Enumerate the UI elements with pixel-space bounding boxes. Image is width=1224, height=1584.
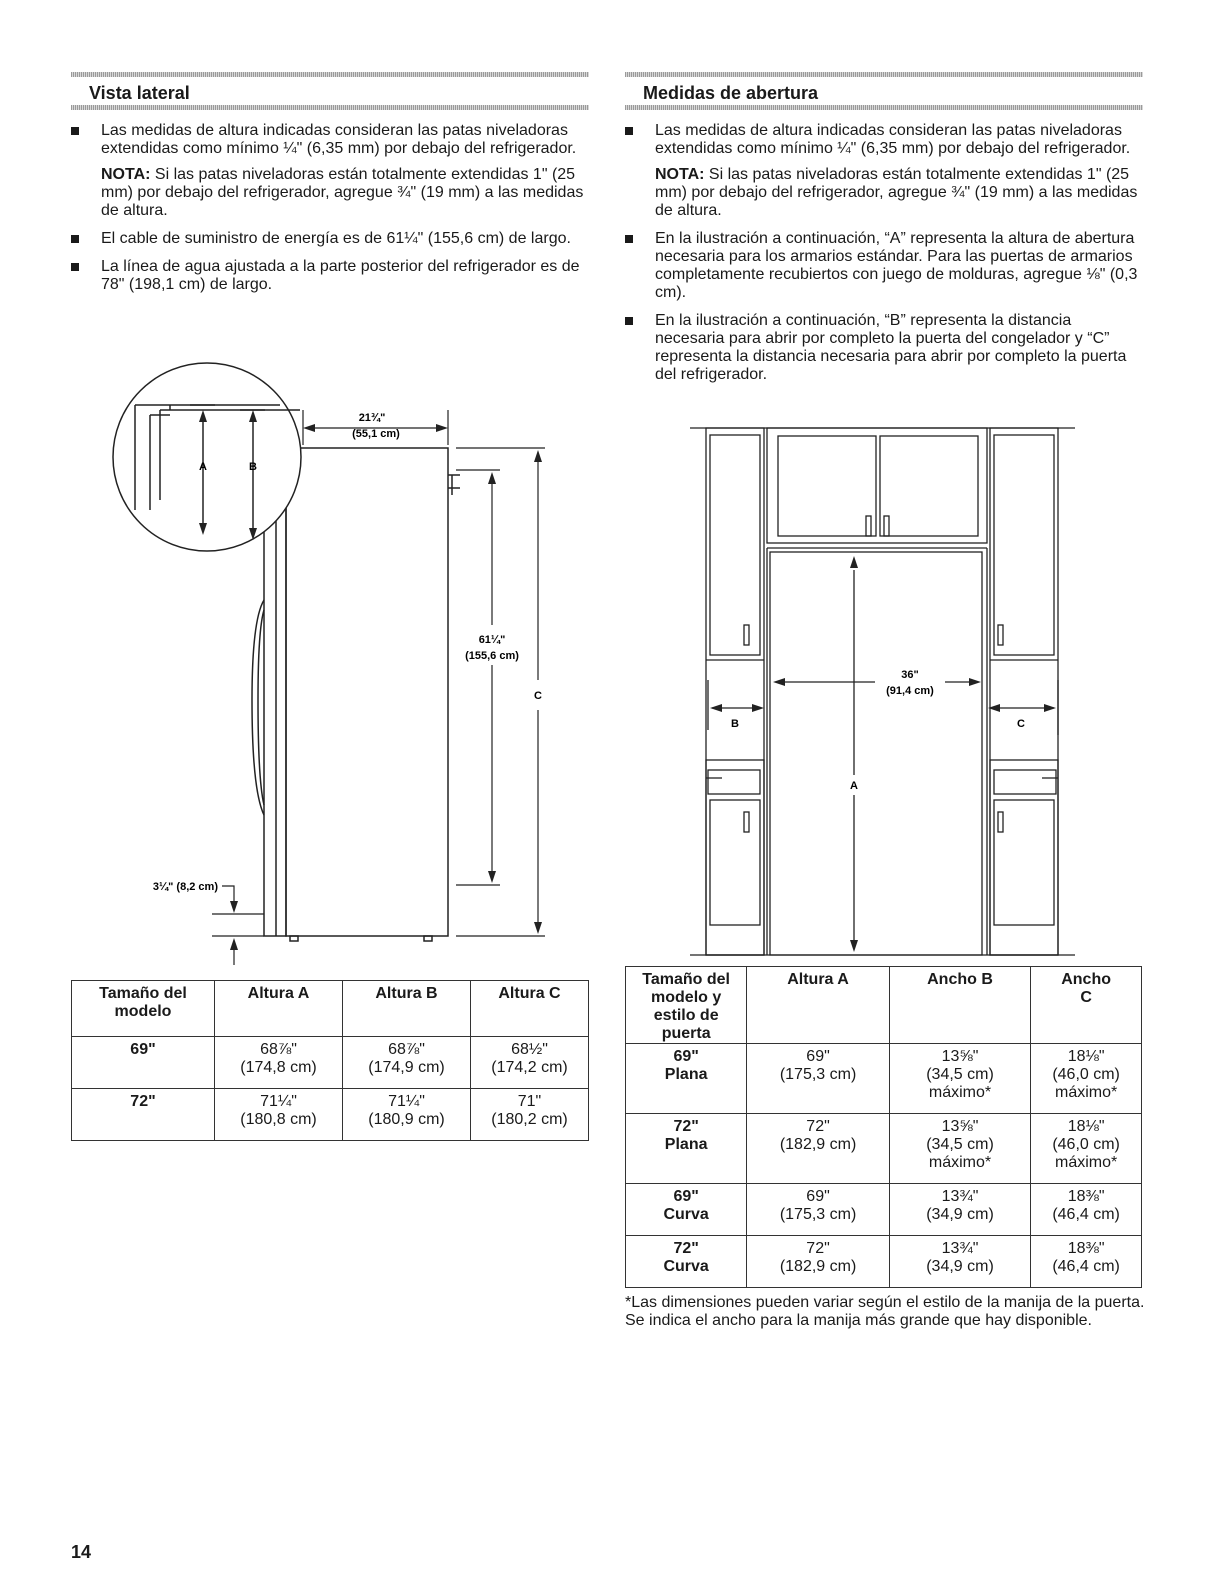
cabinet-opening-diagram bbox=[680, 422, 1080, 962]
section-title: Vista lateral bbox=[89, 83, 190, 103]
list-item: En la ilustración a continuación, “B” representa la distancia necesaria para abrir por completo la puerta del congelador y “C” representa la distancia necesaria para abrir por completo la puerta del refrigerador. bbox=[625, 312, 1143, 384]
bullet-list bbox=[71, 122, 589, 158]
table-row: 72" Plana 72" (182,9 cm) 13⅝" (34,5 cm) máximo* 18⅛" (46,0 cm) máximo* bbox=[626, 1114, 1142, 1184]
cord-in: 61¼" bbox=[478, 634, 506, 646]
note: NOTA: Si las patas niveladoras están totalmente extendidas 1" (25 mm) por debajo del refrigerador, agregue ¾" (19 mm) a las medidas de altura. bbox=[655, 166, 1138, 219]
section-header bbox=[625, 72, 1143, 108]
table-header-row: Tamaño del modelo y estilo de puerta Altura A Ancho B Ancho C bbox=[626, 967, 1142, 1044]
bullet-list bbox=[625, 122, 1143, 158]
bullet-list bbox=[625, 230, 1143, 384]
footnote: *Las dimensiones pueden variar según el estilo de la manija de la puerta. Se indica el ancho para la manija más grande que hay disponible. bbox=[625, 1294, 1145, 1329]
height-table bbox=[71, 980, 589, 1141]
label-b: B bbox=[731, 718, 739, 730]
page-number: 14 bbox=[71, 1542, 92, 1562]
bullet-list bbox=[71, 230, 589, 294]
side-view-section bbox=[71, 72, 589, 304]
list-item: En la ilustración a continuación, “A” representa la altura de abertura necesaria para los armarios estándar. Para las puertas de armarios completamente recubiertos con juego de molduras, agregue ⅛" (0,3 cm). bbox=[625, 230, 1143, 302]
label-b: B bbox=[249, 461, 257, 473]
width-cm: (91,4 cm) bbox=[886, 685, 934, 697]
list-item: La línea de agua ajustada a la parte posterior del refrigerador es de 78" (198,1 cm) de largo. bbox=[71, 258, 589, 294]
depth-in: 21¾" bbox=[358, 412, 386, 424]
table-row: 72" Curva 72" (182,9 cm) 13¾" (34,9 cm) 18⅜" (46,4 cm) bbox=[626, 1236, 1142, 1288]
section-header bbox=[71, 72, 589, 108]
table-row: 69" Plana 69" (175,3 cm) 13⅝" (34,5 cm) máximo* 18⅛" (46,0 cm) máximo* bbox=[626, 1044, 1142, 1114]
table-row: 72" 71¼" (180,8 cm) 71¼" (180,9 cm) 71" (180,2 cm) bbox=[72, 1089, 589, 1141]
opening-section bbox=[625, 72, 1143, 394]
width-in: 36" bbox=[901, 669, 919, 681]
table-header-row: Tamaño del modelo Altura A Altura B Altura C bbox=[72, 981, 589, 1037]
label-a: A bbox=[850, 780, 858, 792]
label-a: A bbox=[199, 461, 207, 473]
depth-cm: (55,1 cm) bbox=[352, 428, 400, 440]
section-title: Medidas de abertura bbox=[643, 83, 819, 103]
base-height: 3¼" (8,2 cm) bbox=[152, 881, 218, 893]
list-item: El cable de suministro de energía es de 61¼" (155,6 cm) de largo. bbox=[71, 230, 589, 248]
opening-table bbox=[625, 966, 1142, 1288]
label-c: C bbox=[1017, 718, 1025, 730]
list-item: Las medidas de altura indicadas consideran las patas niveladoras extendidas como mínimo ¼" (6,35 mm) por debajo del refrigerador. bbox=[625, 122, 1143, 158]
side-view-diagram bbox=[100, 355, 560, 975]
cord-cm: (155,6 cm) bbox=[465, 650, 519, 662]
table-row: 69" 68⅞" (174,8 cm) 68⅞" (174,9 cm) 68½" (174,2 cm) bbox=[72, 1037, 589, 1089]
note: NOTA: Si las patas niveladoras están totalmente extendidas 1" (25 mm) por debajo del refrigerador, agregue ¾" (19 mm) a las medidas de altura. bbox=[101, 166, 584, 219]
list-item: Las medidas de altura indicadas consideran las patas niveladoras extendidas como mínimo ¼" (6,35 mm) por debajo del refrigerador. bbox=[71, 122, 589, 158]
table-row: 69" Curva 69" (175,3 cm) 13¾" (34,9 cm) 18⅜" (46,4 cm) bbox=[626, 1184, 1142, 1236]
label-c: C bbox=[534, 690, 542, 702]
